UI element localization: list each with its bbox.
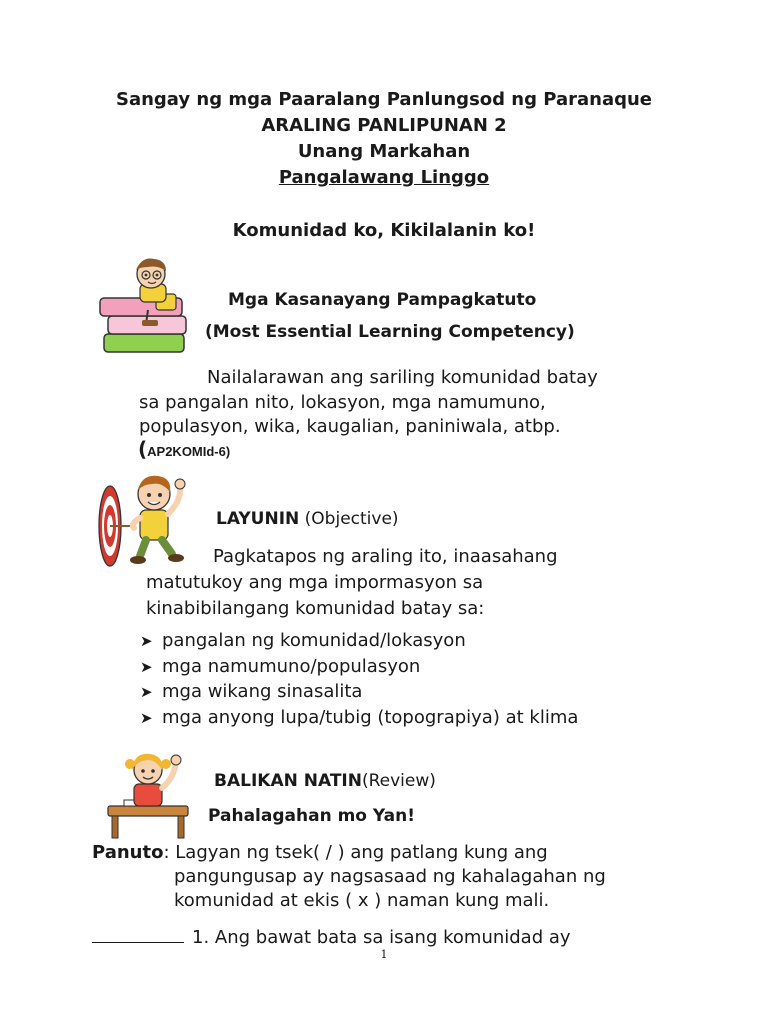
boy-with-target-icon xyxy=(96,470,196,570)
directions-line-1: : Lagyan ng tsek( / ) ang patlang kung ang xyxy=(163,842,548,863)
review-heading-english: (Review) xyxy=(361,771,436,791)
answer-blank[interactable] xyxy=(92,926,184,943)
list-item xyxy=(140,705,578,731)
girl-at-desk-icon xyxy=(104,748,196,840)
list-item xyxy=(140,628,578,654)
activity-title: Pahalagahan mo Yan! xyxy=(208,806,415,826)
question-item-1-text: 1. Ang bawat bata sa isang komunidad ay xyxy=(192,927,571,948)
lesson-title: Komunidad ko, Kikilalanin ko! xyxy=(232,220,536,241)
competency-heading: Mga Kasanayang Pampagkatuto xyxy=(228,290,537,310)
arrow-bullet-icon: ➤ xyxy=(140,708,153,727)
objective-heading-english: (Objective) xyxy=(299,509,399,529)
list-item-text: mga namumuno/populasyon xyxy=(162,655,421,677)
objective-bullet-list xyxy=(140,628,578,730)
competency-text-line-2: sa pangalan nito, lokasyon, mga namumuno, xyxy=(139,392,546,413)
objective-heading-row xyxy=(216,509,399,529)
list-item xyxy=(140,654,578,680)
objective-text-line-3: kinabibilangang komunidad batay sa: xyxy=(146,598,485,619)
competency-text-line-3: populasyon, wika, kaugalian, paniniwala, atbp. xyxy=(139,416,561,437)
competency-heading-english: (Most Essential Learning Competency) xyxy=(205,322,575,342)
boy-on-books-icon xyxy=(96,254,200,358)
review-heading: BALIKAN NATIN xyxy=(214,771,362,791)
quarter-title: Unang Markahan xyxy=(297,141,471,162)
arrow-bullet-icon: ➤ xyxy=(140,632,153,650)
school-division-title: Sangay ng mga Paaralang Panlungsod ng Paranaque xyxy=(115,89,653,110)
directions-label: Panuto xyxy=(92,842,164,863)
week-title-row xyxy=(0,167,768,188)
objective-text-line-1: Pagkatapos ng araling ito, inaasahang xyxy=(213,546,558,567)
question-item-1 xyxy=(92,925,571,950)
list-item-text: pangalan ng komunidad/lokasyon xyxy=(162,630,466,651)
subject-title: ARALING PANLIPUNAN 2 xyxy=(261,115,507,136)
directions-line-3: komunidad at ekis ( x ) naman kung mali. xyxy=(174,890,550,911)
review-heading-row xyxy=(214,771,436,791)
directions-line-2: pangungusap ay nagsasaad ng kahalagahan ng xyxy=(174,866,606,887)
week-title: Pangalawang Linggo xyxy=(278,167,490,188)
competency-code: AP2KOMId-6) xyxy=(147,444,231,459)
objective-heading: LAYUNIN xyxy=(216,509,300,529)
list-item-text: mga anyong lupa/tubig (topograpiya) at klima xyxy=(162,706,579,728)
objective-text-line-2: matutukoy ang mga impormasyon sa xyxy=(146,572,484,593)
directions-row xyxy=(92,840,548,865)
list-item-text: mga wikang sinasalita xyxy=(162,681,363,702)
arrow-bullet-icon: ➤ xyxy=(140,683,153,701)
competency-code-row xyxy=(138,437,230,461)
list-item xyxy=(140,679,578,705)
page-number: 1 xyxy=(380,948,388,961)
arrow-bullet-icon: ➤ xyxy=(140,657,153,676)
competency-text-line-1: Nailalarawan ang sariling komunidad batay xyxy=(207,367,598,388)
competency-code-paren: ( xyxy=(138,437,148,461)
